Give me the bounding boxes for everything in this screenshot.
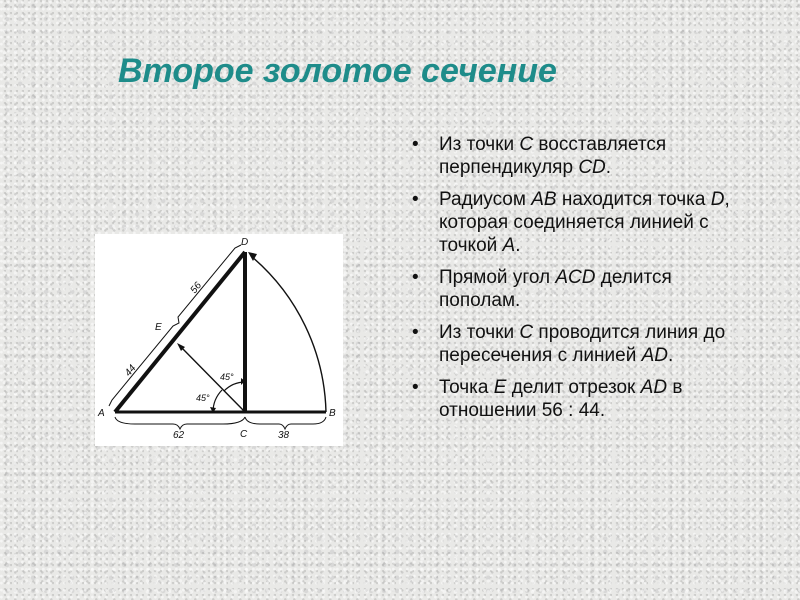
label-seg-ed: 56 [188, 280, 205, 296]
bullet-dot: • [412, 134, 419, 155]
bullet-list [412, 133, 757, 431]
label-seg-ae: 44 [122, 363, 139, 379]
bullet-dot: • [412, 189, 419, 210]
arc-bd [251, 256, 326, 412]
label-point-c: C [240, 429, 248, 440]
bullet-item: • Из точки C восставляется перпендикуляр CD. [412, 134, 667, 178]
label-point-b: B [329, 408, 336, 419]
label-seg-cb: 38 [278, 430, 290, 441]
bullet-item: • Точка E делит отрезок AD в отношении 56 : 44. [412, 377, 683, 421]
bullet-item: • Прямой угол ACD делится пополам. [412, 267, 672, 311]
label-angle-upper: 45° [220, 372, 234, 382]
bullet-dot: • [412, 322, 419, 343]
segment-ad [115, 252, 245, 412]
label-point-e: E [155, 322, 162, 333]
dim-bracket-ac [115, 417, 245, 429]
slide-title: Второе золотое сечение [118, 52, 557, 90]
golden-section-diagram [95, 234, 343, 446]
segment-ce [180, 346, 245, 412]
bullet-item: • Из точки C проводится линия до пересечения с линией AD. [412, 322, 726, 366]
label-seg-ac: 62 [173, 430, 185, 441]
label-angle-lower: 45° [196, 393, 210, 403]
bullet-dot: • [412, 377, 419, 398]
dim-bracket-cb [245, 417, 326, 429]
bullet-dot: • [412, 267, 419, 288]
bullet-item: • Радиусом AB находится точка D, которая соединяется линией с точкой A. [412, 189, 730, 256]
label-point-a: A [98, 408, 105, 419]
label-point-d: D [241, 237, 249, 248]
